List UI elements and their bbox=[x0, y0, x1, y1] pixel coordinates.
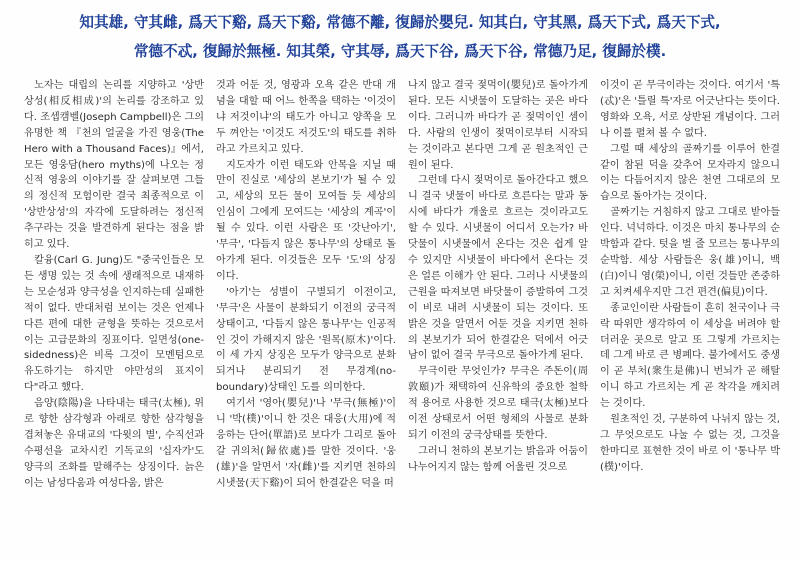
paragraph: 나지 않고 결국 젖먹이(嬰兒)로 돌아가게 된다. 모든 시냇물이 도달하는 곳은 바다이다. 그러니까 바다가 곧 젖먹이인 셈이다. 사람의 인생이 젖먹이로부터 시작되는 것이라고 본다면 그게 곧 원초적인 근원이 된다. bbox=[408, 80, 588, 171]
paragraph: 칼융(Carl G. Jung)도 "중국인들은 모든 생명 있는 것 속에 생래적으로 내재하는 모순성과 양극성을 인지하는데 실패한 적이 없다. 반대처럼 보이는 것은 언제나 다른 편에 대한 균형을 뜻하는 것으로서 이는 고급문화의 징표이다. 일면성(one-sidedness)은 비록 그것이 모멘텀으로 유도하기는 하지만 야만성의 표지이다"라고 했다. bbox=[24, 254, 204, 394]
paragraph: '아기'는 성별이 구별되기 이전이고, '무극'은 사물이 분화되기 이전의 궁극적 상태이고, '다듬지 않은 통나무'는 인공적인 것이 가해지지 않은 '원목(原木)'이다. 이 세 가지 상징은 모두가 양극으로 분화되거나 분리되기 전 무경계(no-boundary)상태인 도를 의미한다. bbox=[216, 286, 396, 394]
paragraph: 여기서 '영아(嬰兒)'나 '무극(無極)'이니 '박(樸)'이니 한 것은 대응(大用)에 적응하는 단어(單語)로 보다가 그리로 돌아갈 귀의처(歸依處)를 말한 것이다. '웅(雄)'을 알면서 '자(雌)'를 지키면 천하의 시냇물(天下谿)이 되어 한결같은 덕을 떠 bbox=[216, 398, 396, 489]
paragraph: 골짜기는 거침하지 않고 그대로 받아들인다. 넉넉하다. 이것은 마치 통나무의 순박함과 같다. 텃을 벌 줄 모르는 통나무의 순박함. 세상 사람들은 웅(雄)이니, 백(白)이니 영(榮)이니, 이런 것들만 존중하고 치켜세우지만 그건 편견(偏見)이다. bbox=[600, 207, 780, 298]
column-4 bbox=[600, 78, 780, 554]
paragraph: 무극이란 무엇인가? 무극은 주돈이(周敦頤)가 채택하여 신유학의 중요한 철학적 용어로 사용한 것으로 태극(太極)보다 이전 상태로서 어떤 형체의 사물로 분화되기 이전의 궁극상태를 뜻한다. bbox=[408, 366, 588, 441]
paragraph: 이것이 곧 무극이라는 것이다. 여기서 '특(忒)'은 '틀릴 특'자로 어긋난다는 뜻이다. 영화와 오욕, 서로 상반된 개념이다. 그러나 이를 펼쳐 볼 수 없다. bbox=[600, 80, 780, 139]
paragraph: 것과 어둔 것, 영광과 오욕 같은 반대 개념을 대할 때 어느 한쪽을 택하는 '이것이냐 저것이냐'의 태도가 아니고 양쪽을 모두 껴안는 '이것도 저것도'의 태도를 취하라고 가르치고 있다. bbox=[216, 80, 396, 155]
paragraph: 원초적인 것, 구분하여 나뉘지 않는 것, 그 무엇으로도 나눌 수 없는 것, 그것을 한마디로 표현한 것이 바로 이 '통나무 박(樸)'이다. bbox=[600, 414, 780, 473]
paragraph: 그럴 때 세상의 골짜기를 이루어 한결같이 참된 덕을 갖추어 모자라지 않으니 이는 다듬어지지 않은 천연 그대로의 모습으로 돌아가는 것이다. bbox=[600, 143, 780, 203]
paragraph: 노자는 대립의 논리를 지양하고 '상반상성(相反相成)'의 논리를 강조하고 있다. 조셉캠벨(Joseph Campbell)은 그의 유명한 책 『천의 얼굴을 가진 영웅(The Hero with a Thousand Faces)』에서, 모든 영웅담(hero myths)에 나오는 정신적 영웅의 이야기를 잘 살펴보면 그들의 정신적 모험이란 결국 최종적으로 이 '상반상성'의 자각에 도달하려는 정신적 추구라는 것을 발견하게 된다는 점을 밝히고 있다. bbox=[24, 80, 204, 251]
paragraph: 그러니 천하의 본보기는 밝음과 어둠이 나누어지지 않는 함께 어울린 것으로 bbox=[408, 445, 588, 473]
paragraph: 그런데 다시 젖먹이로 돌아간다고 했으니 결국 냇물이 바다로 흐른다는 말과 동시에 바다가 개울로 흐르는 것이라고도 할 수 있다. 시냇물이 어디서 오는가? 바닷물이 시냇물에서 온다는 것은 쉽게 알 수 있지만 시냇물이 바다에서 온다는 것은 얼른 이해가 안 된다. 그러나 시냇물의 근원을 따져보면 바닷물이 증발하여 그것이 비로 내려 시냇물이 되는 것이다. 또 밝은 것을 알면서 어둔 것을 지키면 천하의 본보기가 되어 한결같은 덕에서 어긋남이 없어 결국 무극으로 돌아가게 된다. bbox=[408, 175, 588, 362]
paragraph: 음양(陰陽)을 나타내는 태극(太極), 위로 향한 삼각형과 아래로 향한 삼각형을 겹쳐놓은 유대교의 '다윗의 별', 수직선과 수평선을 교차시킨 기독교의 '십자가'도 양극의 조화를 말해주는 상징이다. 늙은이는 남성다움과 여성다움, 밝은 bbox=[24, 398, 204, 489]
header-line-2: 常德不忒, 復歸於無極. 知其榮, 守其辱, 爲天下谷, 爲天下谷, 常德乃足, 復歸於樸. bbox=[133, 43, 667, 60]
header-quote bbox=[40, 8, 760, 66]
paragraph: 지도자가 이런 태도와 안목을 지닐 때만이 진실로 '세상의 본보기'가 될 수 있고, 세상의 모든 물이 모여들 듯 세상의 인심이 그에게 모여드는 '세상의 계곡'이 될 수 있다. 이런 사람은 또 '갓난아기', '무극', '다듬지 않은 통나무'의 상태로 돌아가게 된다. 이것들은 모두 '도'의 상징이다. bbox=[216, 159, 396, 282]
column-1 bbox=[24, 78, 204, 554]
paragraph: 종교인이란 사람들이 흔히 천국이나 극락 따위만 생각하여 이 세상을 버려야 할 더러운 곳으로 알고 또 그렇게 가르치는데 그게 바로 큰 병폐다. 불가에서도 중생이 곧 부처(衆生是佛)니 번뇌가 곧 해탈이니 하고 가르치는 게 곧 착각을 깨치려는 것이다. bbox=[600, 302, 780, 410]
column-2 bbox=[216, 78, 396, 554]
header-line-1: 知其雄, 守其雌, 爲天下谿, 爲天下谿, 常德不離, 復歸於嬰兒. 知其白, 守其黑, 爲天下式, 爲天下式, bbox=[79, 14, 721, 31]
column-3 bbox=[408, 78, 588, 554]
text-columns bbox=[24, 78, 780, 554]
